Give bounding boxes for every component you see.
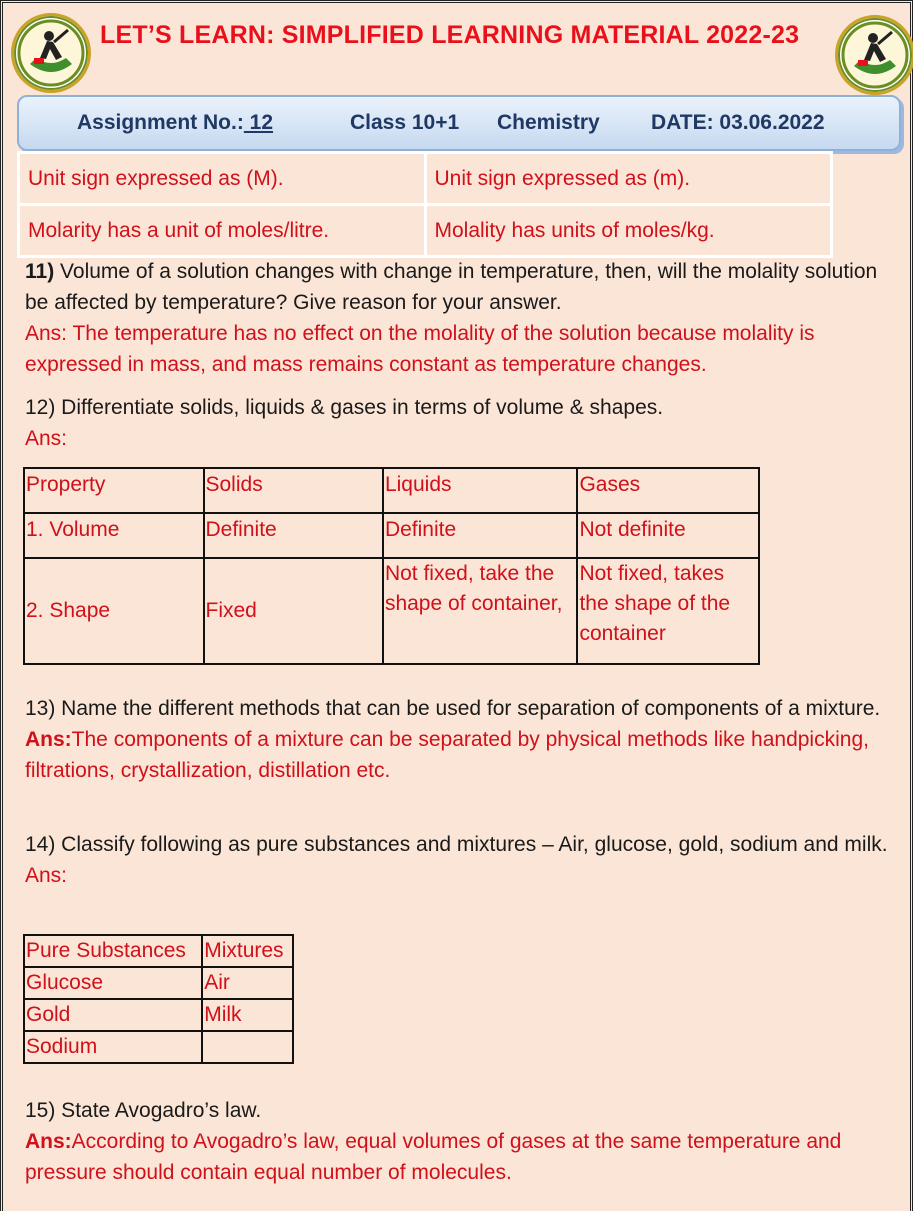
table-cell: Gold	[24, 999, 202, 1031]
school-emblem-icon	[835, 15, 913, 95]
table-cell: Not definite	[577, 513, 759, 558]
table-header-row	[24, 935, 293, 967]
table-cell: Definite	[383, 513, 577, 558]
table-cell: Glucose	[24, 967, 202, 999]
question-text: 13) Name the different methods that can be used for separation of components of a mixture.	[25, 697, 881, 720]
question-text: 12) Differentiate solids, liquids & gases in terms of volume & shapes.	[25, 396, 664, 419]
column-header: Solids	[204, 468, 383, 513]
table-row	[24, 513, 759, 558]
table-cell	[202, 1031, 293, 1063]
table-cell: Not fixed, takes the shape of the container	[577, 558, 759, 664]
school-emblem-icon	[11, 13, 91, 93]
answer-label: Ans:	[25, 427, 68, 450]
table-header-row	[24, 468, 759, 513]
table-row	[24, 967, 293, 999]
date-label: DATE: 03.06.2022	[651, 111, 825, 134]
column-header: Gases	[577, 468, 759, 513]
table-cell: Not fixed, take the shape of container,	[383, 558, 577, 664]
assignment-number: Assignment No.: 12	[77, 111, 274, 134]
table-cell: Air	[202, 967, 293, 999]
table-cell: 1. Volume	[24, 513, 204, 558]
table-row	[19, 205, 832, 257]
column-header: Mixtures	[202, 935, 293, 967]
question-12	[25, 392, 895, 454]
question-13	[25, 693, 895, 786]
pure-substances-mixtures-table	[23, 934, 294, 1064]
question-text: 11) Volume of a solution changes with change in temperature, then, will the molality solution be affected by temperature? Give reason for your answer.	[25, 260, 878, 314]
table-cell: Sodium	[24, 1031, 202, 1063]
subject-label: Chemistry	[497, 111, 600, 134]
states-of-matter-table	[23, 467, 760, 665]
table-cell: Unit sign expressed as (m).	[425, 153, 832, 205]
table-cell: Molarity has a unit of moles/litre.	[19, 205, 426, 257]
answer-text: Ans:According to Avogadro’s law, equal volumes of gases at the same temperature and pressure should contain equal number of molecules.	[25, 1130, 842, 1184]
answer-text: Ans:The components of a mixture can be separated by physical methods like handpicking, filtrations, crystallization, distillation etc.	[25, 728, 869, 782]
table-cell: Fixed	[204, 558, 383, 664]
column-header: Pure Substances	[24, 935, 202, 967]
page-title: LET’S LEARN: SIMPLIFIED LEARNING MATERIAL 2022-23	[100, 21, 800, 49]
question-15	[25, 1095, 895, 1188]
molarity-molality-table	[17, 151, 833, 258]
table-cell: Milk	[202, 999, 293, 1031]
question-11	[25, 256, 895, 380]
table-row	[24, 1031, 293, 1063]
question-text: 15) State Avogadro’s law.	[25, 1099, 262, 1122]
question-14	[25, 829, 895, 891]
table-row	[24, 999, 293, 1031]
question-text: 14) Classify following as pure substances and mixtures – Air, glucose, gold, sodium and milk.	[25, 833, 888, 856]
column-header: Property	[24, 468, 204, 513]
table-cell: 2. Shape	[24, 558, 204, 664]
assignment-header-bar	[17, 95, 901, 151]
answer-text: Ans: The temperature has no effect on the molality of the solution because molality is expressed in mass, and mass remains constant as temperature changes.	[25, 322, 815, 376]
class-label: Class 10+1	[350, 111, 460, 134]
table-cell: Definite	[204, 513, 383, 558]
table-row	[19, 153, 832, 205]
column-header: Liquids	[383, 468, 577, 513]
answer-label: Ans:	[25, 864, 68, 887]
table-cell: Molality has units of moles/kg.	[425, 205, 832, 257]
table-cell: Unit sign expressed as (M).	[19, 153, 426, 205]
table-row	[24, 558, 759, 664]
